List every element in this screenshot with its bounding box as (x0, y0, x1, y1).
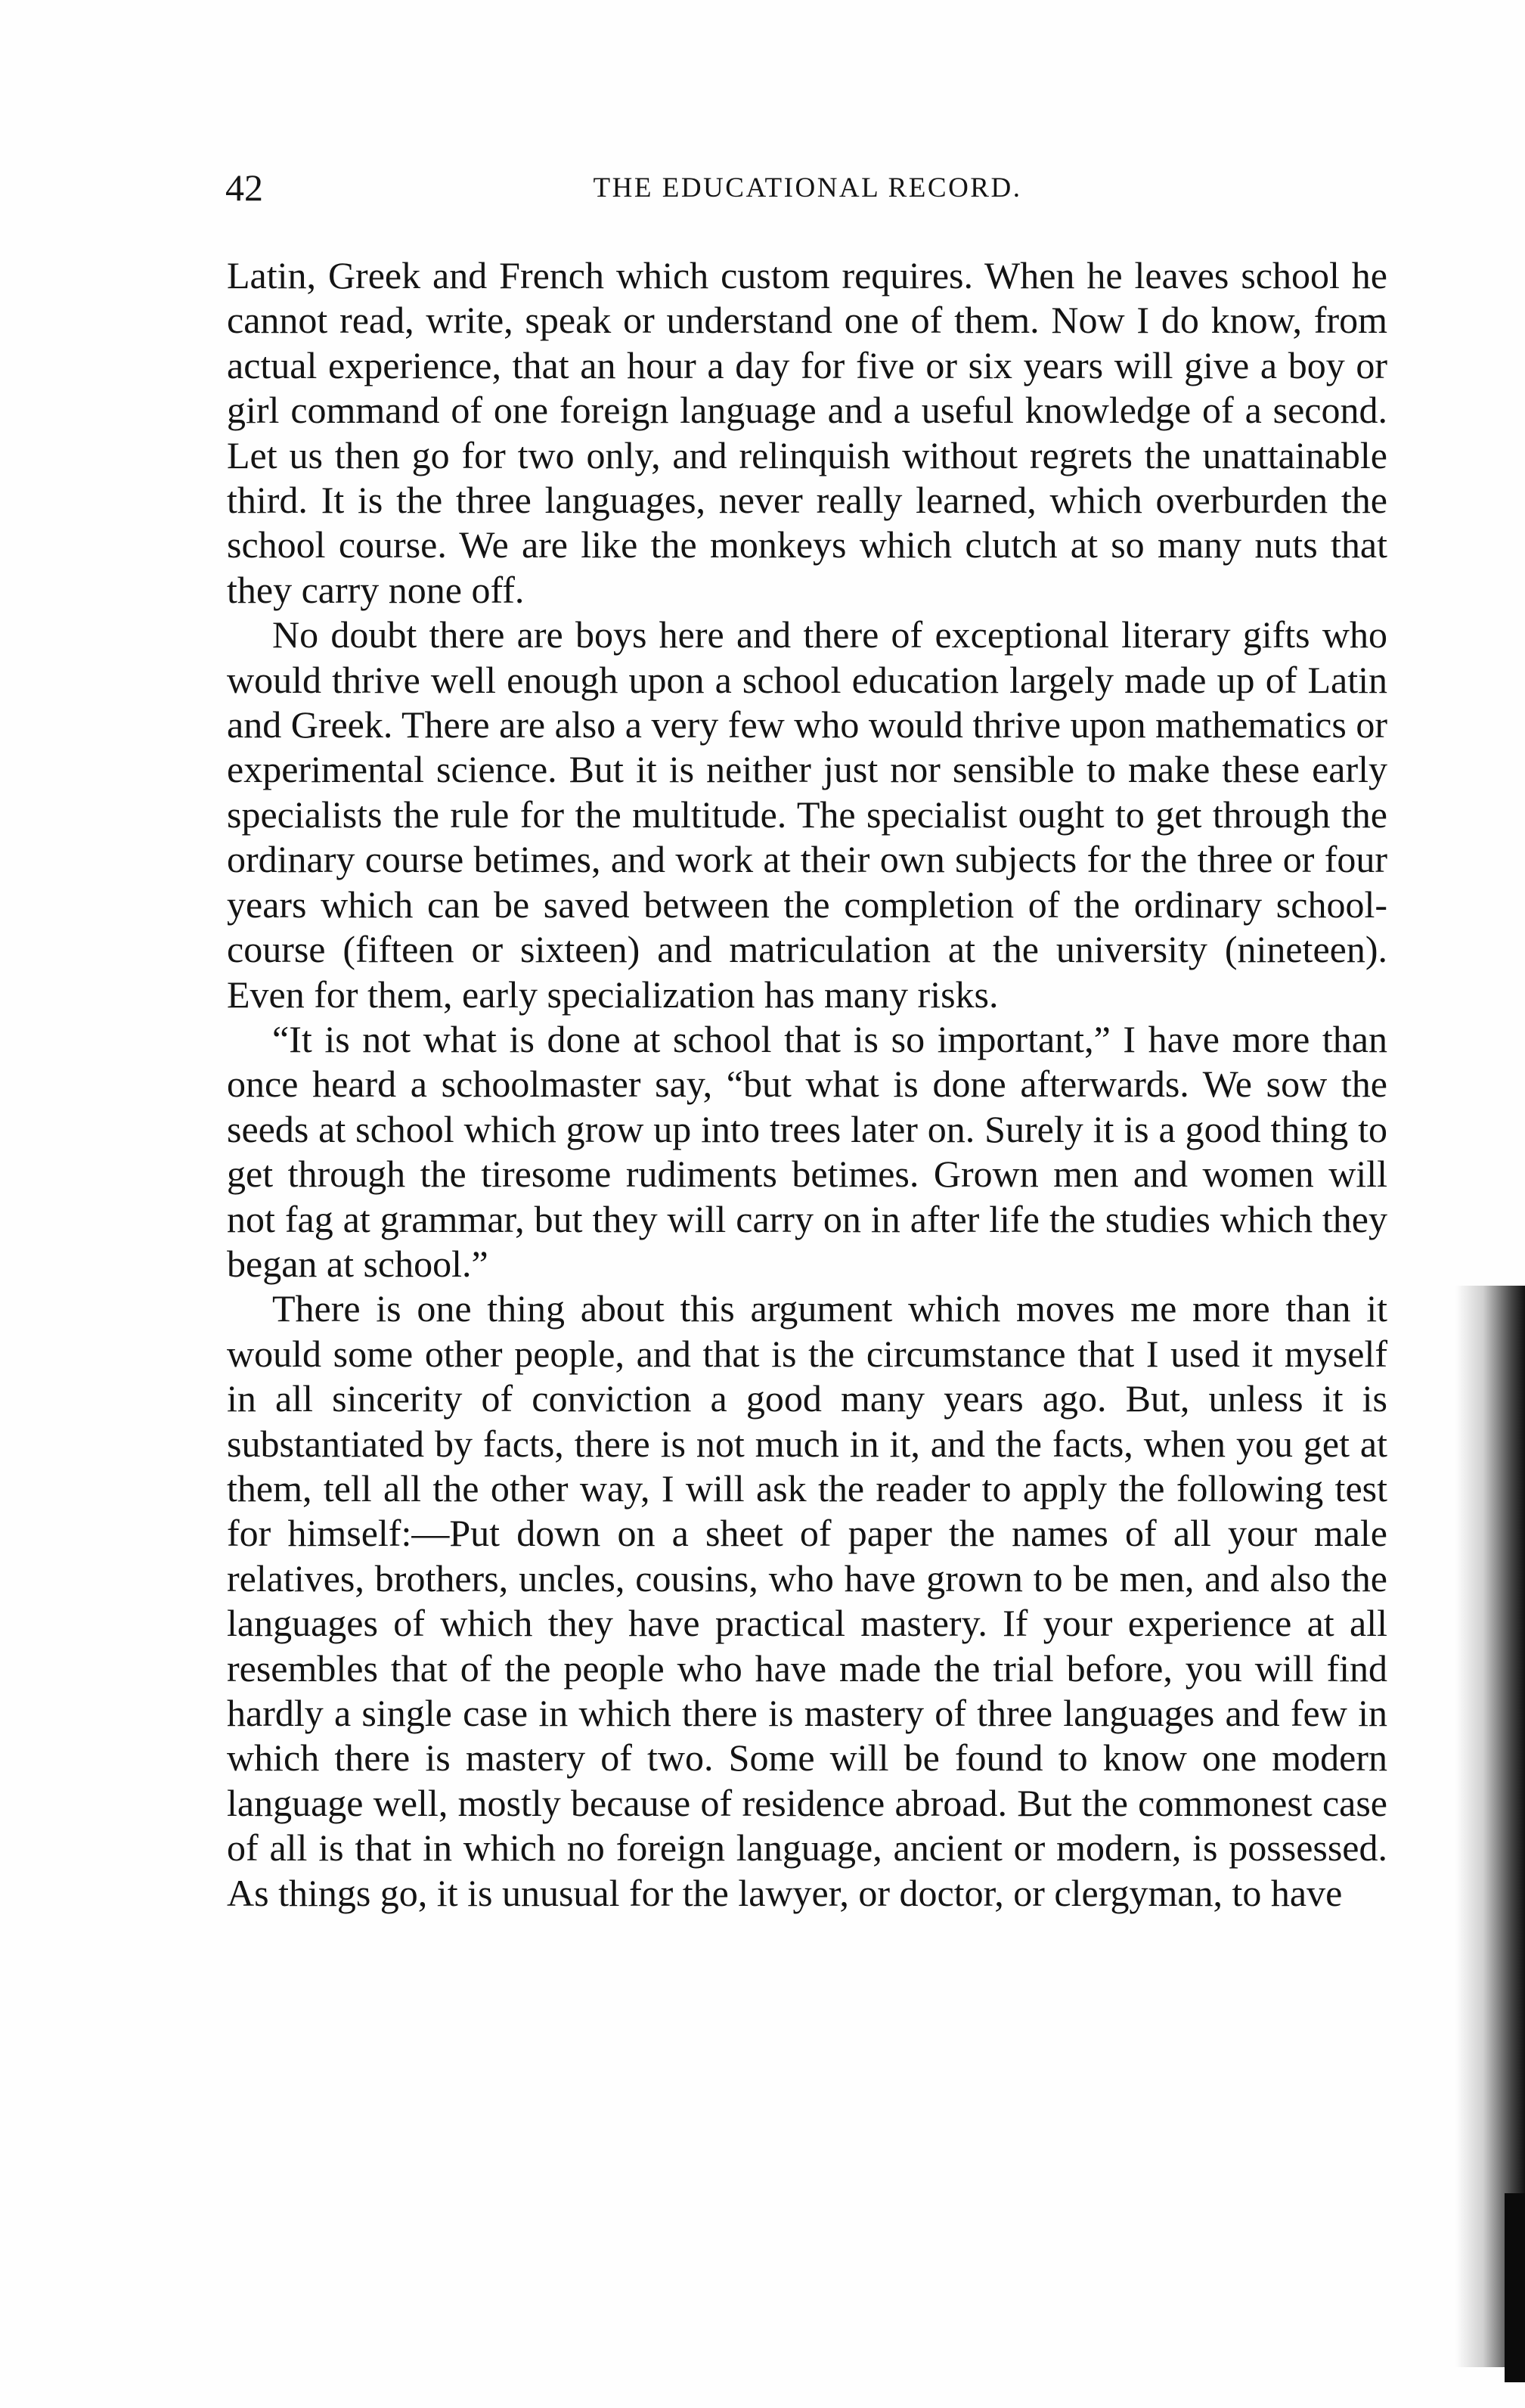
page-number: 42 (225, 166, 263, 209)
paragraph-4: There is one thing about this argument which moves me more than it would some other people, and that is the circumstance that I used it myself in all sincerity of conviction a good many years ago. But, unless it is substantiated by facts, there is not much in it, and the facts, when you get at them, tell all the other way, I will ask the reader to apply the following test for himself:—Put down on a sheet of paper the names of all your male relatives, brothers, uncles, cousins, who have grown to be men, and also the languages of which they have practical mastery. If your experience at all resembles that of the people who have made the trial before, you will find hardly a single case in which there is mastery of three languages and few in which there is mastery of two. Some will be found to know one modern language well, mostly because of residence abroad. But the commonest case of all is that in which no foreign language, ancient or modern, is possessed. As things go, it is unusual for the lawyer, or doctor, or clergyman, to have (227, 1287, 1387, 1914)
body-text (227, 253, 1387, 1916)
page-header (225, 165, 1390, 218)
paragraph-3: “It is not what is done at school that is so important,” I have more than once heard a schoolmaster say, “but what is done afterwards. We sow the seeds at school which grow up into trees later on. Surely it is a good thing to get through the tiresome rudiments betimes. Grown men and women will not fag at grammar, but they will carry on in after life the studies which they began at school.” (227, 1017, 1387, 1285)
page-edge-dark (1505, 2193, 1525, 2382)
running-head: THE EDUCATIONAL RECORD. (593, 172, 1022, 203)
paragraph-1: Latin, Greek and French which custom requires. When he leaves school he cannot read, write, speak or understand one of them. Now I do know, from actual experience, that an hour a day for five or six years will give a boy or girl command of one foreign language and a useful knowledge of a second. Let us then go for two only, and relinquish without regrets the unattainable third. It is the three languages, never really learned, which overburden the school course. We are like the monkeys which clutch at so many nuts that they carry none off. (227, 254, 1387, 611)
paragraph-2: No doubt there are boys here and there of exceptional literary gifts who would thrive well enough upon a school education largely made up of Latin and Greek. There are also a very few who would thrive upon mathematics or experimental science. But it is neither just nor sensible to make these early specialists the rule for the multitude. The specialist ought to get through the ordinary course betimes, and work at their own subjects for the three or four years which can be saved between the completion of the ordinary school-course (fifteen or sixteen) and matriculation at the university (nineteen). Even for them, early specialization has many risks. (227, 613, 1387, 1016)
